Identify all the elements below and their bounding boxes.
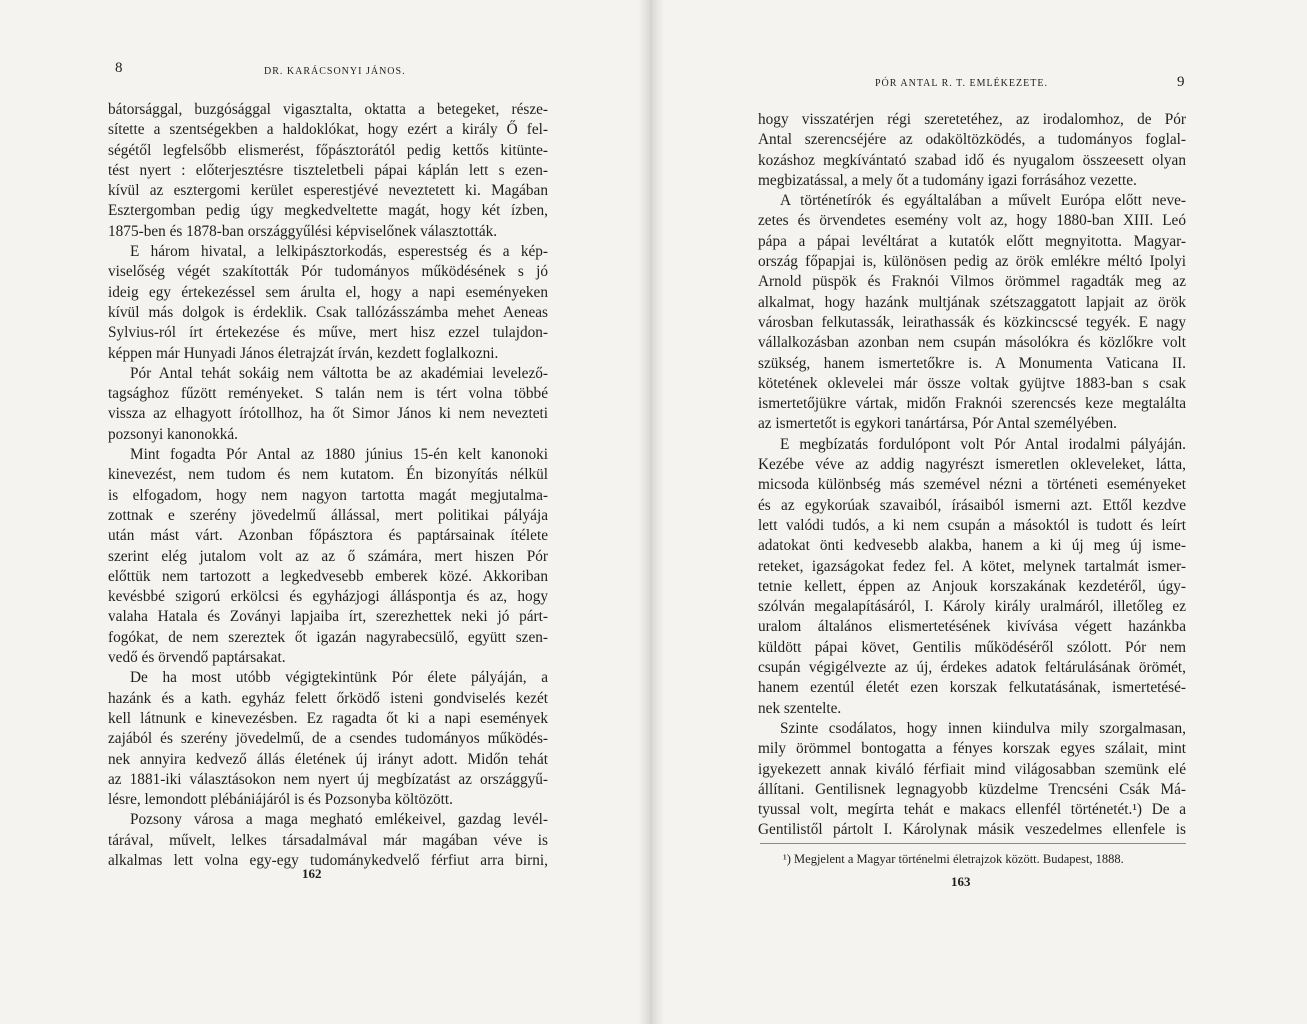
text-line: is elfogadom, hogy nem nagyon tartotta magát megjutalma-: [108, 486, 548, 504]
right-running-head: PÓR ANTAL R. T. EMLÉKEZETE.: [875, 78, 1048, 89]
right-print-number: 163: [951, 874, 971, 889]
text-line: Kezébe véve az addig nagyrészt ismeretlen okleveleket, látta,: [758, 456, 1186, 474]
text-line: igyekezett annak kiváló férfiait mind világosabban szemünk elé: [758, 760, 1186, 778]
text-line: nek szentelte.: [758, 699, 842, 717]
text-line: pápa a pápai levéltárat a kutatók előtt megnyitotta. Magyar-: [758, 232, 1186, 250]
text-line: ideig egy értekezéssel sem árulta el, hogy a napi eseményeken: [108, 283, 548, 301]
text-line: Mint fogadta Pór Antal az 1880 június 15-én kelt kanonoki: [130, 446, 548, 464]
text-line: sítette a szentségekben a haldoklókat, hogy ezért a király Ő fel-: [108, 121, 548, 139]
text-line: csupán végigélvezte az új, érdekes adatok feltárulásának örömét,: [758, 659, 1186, 677]
text-line: lett valódi tudós, a ki nem csupán a másoktól is tudott és leírt: [758, 516, 1186, 534]
text-line: városban felkutassák, leirathassák és közkincscsé tegyék. E nagy: [758, 313, 1186, 331]
text-line: tagsághoz fűzött reményeket. S talán nem is tért volna többé: [108, 385, 548, 403]
text-line: viselőség végét szakították Pór tudományos működésének s jó: [108, 263, 548, 281]
text-line: után mást várt. Azonban főpásztora és paptársainak ítélete: [108, 527, 548, 545]
text-line: adatokat önti kedvesebb alakba, hanem a ki új meg új isme-: [758, 537, 1186, 555]
text-line: Esztergomban pedig úgy megkedveltette magát, hogy két ízben,: [108, 202, 548, 220]
text-line: az ismertetőt is egykori tanártársa, Pór Antal személyében.: [758, 415, 1117, 433]
text-line: reteket, igazságokat fedez fel. A kötet, melynek tartalmát ismer-: [758, 557, 1186, 575]
text-line: hogy visszatérjen régi szeretetéhez, az irodalomhoz, de Pór: [758, 111, 1186, 128]
text-line: és az egykorúak szavaiból, írásaiból ismerni azt. Ettől kezdve: [758, 496, 1186, 514]
text-line: micsoda különbség más szemével nézni a történeti eseményeket: [758, 476, 1186, 494]
left-page: [0, 0, 650, 1024]
text-line: fogókat, de nem szereztek őt igazán nagyrabecsülő, együtt szen-: [108, 628, 548, 646]
text-line: tárával, művelt, lelkes társadalmával már magában véve is: [108, 831, 548, 849]
left-running-head: DR. KARÁCSONYI JÁNOS.: [264, 66, 406, 77]
text-line: alkalmat, hogy hazánk multjának szétszaggatott lapjait az örök: [758, 293, 1186, 311]
left-page-number: 8: [115, 60, 123, 76]
text-line: nek annyira kedvező állás életének új irányt adott. Midőn tehát: [108, 750, 548, 768]
text-line: képpen már Hunyadi János életrajzát írván, kezdett foglalkozni.: [108, 344, 499, 362]
text-line: előttük nem tartozott a legkedvesebb emberek közé. Akkoriban: [108, 567, 548, 585]
left-body-text: [108, 100, 548, 871]
text-line: Gentilistől pártolt I. Károlynak másik veszedelmes ellenfele is: [758, 821, 1186, 839]
text-line: valaha Hatala és Zoványi lapjaiba írt, szerezhettek neki jó párt-: [108, 608, 548, 626]
text-line: A történetírók és egyáltalában a művelt Európa előtt neve-: [780, 192, 1186, 210]
text-line: küldött pápai követ, Gentilis működéséről szólott. Pór nem: [758, 638, 1186, 656]
text-line: E megbízatás fordulópont volt Pór Antal irodalmi pályáján.: [780, 435, 1186, 453]
text-line: állítani. Gentilisnek legnagyobb küzdelme Trencséni Csák Má-: [758, 780, 1186, 798]
text-line: kell látnunk e kinevezésben. Ez ragadta őt ki a napi események: [108, 709, 548, 727]
text-line: tetnie kellett, éppen az Anjouk korszakának kezdetéről, úgy-: [758, 577, 1186, 595]
text-line: Szinte csodálatos, hogy innen kiindulva mily szorgalmasan,: [780, 719, 1186, 737]
text-line: kötetének oklevelei már össze voltak gyüjtve 1883-ban s csak: [758, 374, 1186, 392]
footnote-rule: [760, 843, 1186, 844]
footnote: ¹) Megjelent a Magyar történelmi életrajzok között. Budapest, 1888.: [783, 852, 1124, 866]
text-line: szerint elég jutalom volt az az ő számára, mert hiszen Pór: [108, 547, 548, 565]
text-line: tyussal volt, megírta tehát e makacs ellenfél történetét.¹) De a: [758, 801, 1186, 819]
right-page: [655, 0, 1307, 1024]
text-line: vállalkozásban azonban nem csupán másolókra és közlőkre volt: [758, 334, 1186, 352]
text-line: Arnold püspök és Fraknói Vilmos örömmel ragadták meg az: [758, 273, 1186, 291]
text-line: E három hivatal, a lelkipásztorkodás, esperestség és a kép-: [130, 243, 548, 261]
left-print-number: 162: [302, 866, 322, 881]
text-line: bátorsággal, buzgósággal vigasztalta, oktatta a betegeket, része-: [108, 101, 548, 118]
text-line: szükség, hanem ismertetőkre is. A Monumenta Vaticana II.: [758, 354, 1186, 372]
text-line: lésre, lemondott plébániájáról is és Pozsonyba költözött.: [108, 791, 453, 809]
text-line: kívül az esztergomi kerület esperestjévé neveztetett ki. Magában: [108, 182, 548, 200]
text-line: kívül más dolgok is érdeklik. Csak tallózásszámba mehet Aeneas: [108, 303, 548, 321]
text-line: uralom általános elismertetésének kivívása végett hazánkba: [758, 618, 1186, 636]
text-line: ségétől legfelsőbb elismerést, főpásztorától pedig kettős kitünte-: [108, 141, 548, 159]
text-line: kozáshoz megkívántató szabad idő és nyugalom összeesett olyan: [758, 151, 1186, 169]
text-line: kevésbbé szigorú erkölcsi és egyházjogi álláspontja és az, hogy: [108, 588, 548, 606]
text-line: zetes és örvendetes esemény volt az, hogy 1880-ban XIII. Leó: [758, 212, 1186, 230]
text-line: pozsonyi kanonokká.: [108, 425, 239, 443]
right-page-number: 9: [1177, 74, 1185, 90]
text-line: tést nyert : előterjesztésre tiszteletbeli pápai káplán lett s ezen-: [108, 161, 548, 179]
text-line: ország főpapjai is, különösen pedig az örök emlékre méltó Ipolyi: [758, 253, 1186, 271]
text-line: zajából és szerény jövedelmű, de a csendes tudományos működés-: [108, 730, 548, 748]
text-line: szólván megalapításáról, I. Károly király uralmáról, illetőleg ez: [758, 598, 1186, 616]
text-line: kinevezést, nem tudom és nem kutatom. Én bizonyítás nélkül: [108, 466, 548, 484]
text-line: hanem ezentúl életét ezen korszak felkutatásának, ismertetésé-: [758, 679, 1186, 697]
text-line: Pór Antal tehát sokáig nem váltotta be az akadémiai levelező-: [130, 364, 548, 382]
text-line: 1875-ben és 1878-ban országgyűlési képviselőnek választották.: [108, 222, 498, 240]
text-line: zottnak e szerény jövedelmű állással, mert politikai pályája: [108, 506, 548, 524]
text-line: alkalmas lett volna egy-egy tudománykedvelő férfiut arra birni,: [108, 851, 548, 869]
text-line: az 1881-iki választásokon nem nyert új megbízatást az országgyű-: [108, 770, 548, 788]
text-line: vissza az elhagyott írótollhoz, ha őt Simor János ki nem nevezteti: [108, 405, 548, 423]
text-line: hazánk és a kath. egyház felett őrködő isteni gondviselés kezét: [108, 689, 548, 707]
right-body-text: [758, 110, 1186, 841]
text-line: De ha most utóbb végigtekintünk Pór élete pályáján, a: [130, 669, 548, 687]
text-line: vedő és örvendő paptársakat.: [108, 649, 286, 667]
text-line: ismertetőjükre vártak, midőn Fraknói szerencsés keze megtalálta: [758, 395, 1186, 413]
text-line: mily örömmel bontogatta a fényes korszak egyes szálait, mint: [758, 740, 1186, 758]
text-line: Pozsony városa a maga megható emlékeivel, gazdag levél-: [130, 811, 548, 829]
text-line: megbizatással, a mely őt a tudomány igazi forrásához vezette.: [758, 171, 1137, 189]
text-line: Sylvius-ról írt értekezése és műve, mert hisz ezzel tulajdon-: [108, 324, 548, 342]
text-line: Antal szerencséjére az odaköltözködés, a tudományos foglal-: [758, 131, 1186, 149]
